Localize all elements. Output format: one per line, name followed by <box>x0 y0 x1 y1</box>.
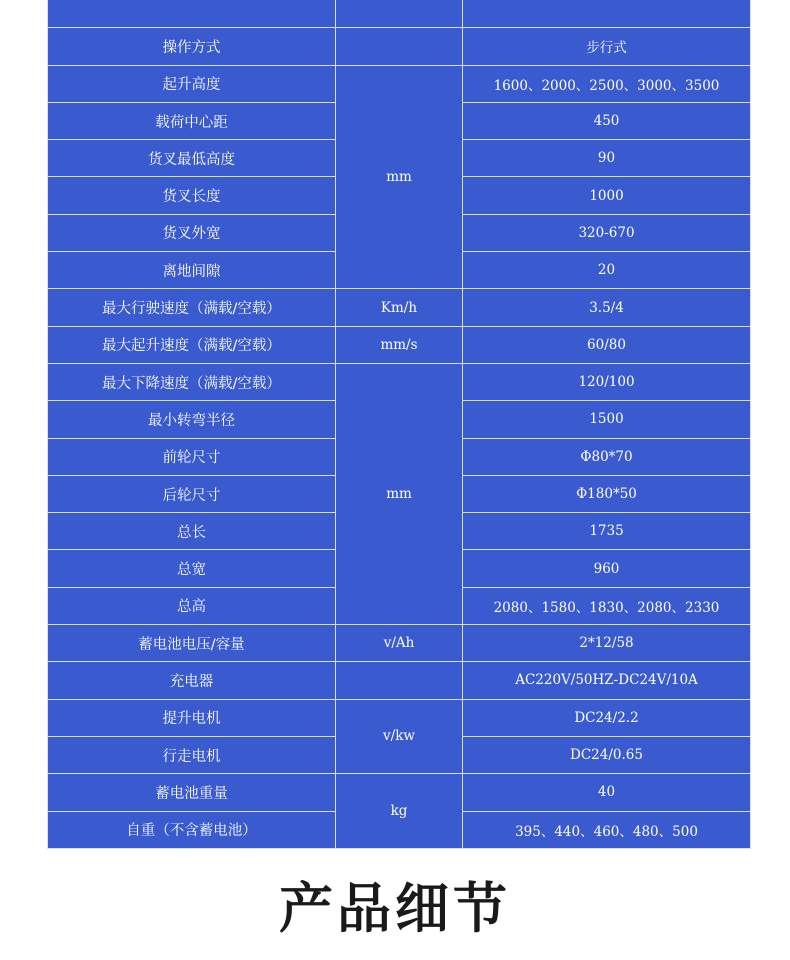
spec-name: 货叉外宽 <box>48 214 336 251</box>
spec-value: 2080、1580、1830、2080、2330 <box>463 587 751 624</box>
spec-value: 1500 <box>463 401 751 438</box>
spec-name: 最大下降速度（满载/空载） <box>48 363 336 400</box>
spec-unit: v/kw <box>336 699 463 774</box>
spec-value: 90 <box>463 140 751 177</box>
spec-value: Φ180*50 <box>463 475 751 512</box>
table-row <box>48 363 751 400</box>
spec-value: 320-670 <box>463 214 751 251</box>
spec-name: 行走电机 <box>48 736 336 773</box>
spec-name: 蓄电池重量 <box>48 774 336 811</box>
section-title: 产品细节 <box>279 877 511 940</box>
table-row <box>48 65 751 102</box>
table-row <box>48 326 751 363</box>
spec-value: 960 <box>463 550 751 587</box>
spec-value: 1000 <box>463 177 751 214</box>
table-row <box>48 0 751 28</box>
spec-value: 3.5/4 <box>463 289 751 326</box>
spec-value: 20 <box>463 252 751 289</box>
spec-value: 60/80 <box>463 326 751 363</box>
spec-value: AC220V/50HZ-DC24V/10A <box>463 662 751 699</box>
spec-unit: v/Ah <box>336 625 463 662</box>
spec-value: DC24/2.2 <box>463 699 751 736</box>
spec-unit: mm <box>336 363 463 624</box>
spec-name: 起升高度 <box>48 65 336 102</box>
spec-name: 操作方式 <box>48 28 336 65</box>
spec-value: Φ80*70 <box>463 438 751 475</box>
spec-unit <box>336 28 463 65</box>
spec-name: 后轮尺寸 <box>48 475 336 512</box>
spec-name: 货叉最低高度 <box>48 140 336 177</box>
spec-name: 蓄电池电压/容量 <box>48 625 336 662</box>
spec-value: 1600、2000、2500、3000、3500 <box>463 65 751 102</box>
spec-name: 前轮尺寸 <box>48 438 336 475</box>
spec-name: 载荷中心距 <box>48 102 336 139</box>
spec-value: 2*12/58 <box>463 625 751 662</box>
spec-unit: mm/s <box>336 326 463 363</box>
spec-unit: mm <box>336 65 463 289</box>
spec-name: 最大起升速度（满载/空载） <box>48 326 336 363</box>
table-row <box>48 28 751 65</box>
spec-name: 最小转弯半径 <box>48 401 336 438</box>
spec-name: 最大行驶速度（满载/空载） <box>48 289 336 326</box>
table-row <box>48 774 751 811</box>
table-row <box>48 699 751 736</box>
spec-name: 总宽 <box>48 550 336 587</box>
spec-table <box>47 0 751 849</box>
spec-name: 离地间隙 <box>48 252 336 289</box>
spec-name: 充电器 <box>48 662 336 699</box>
table-row <box>48 289 751 326</box>
spec-value: 步行式 <box>463 28 751 65</box>
spec-value: 120/100 <box>463 363 751 400</box>
spec-name: 提升电机 <box>48 699 336 736</box>
spec-name <box>48 0 336 28</box>
spec-name: 货叉长度 <box>48 177 336 214</box>
spec-value <box>463 0 751 28</box>
table-row <box>48 625 751 662</box>
table-row <box>48 662 751 699</box>
spec-value: DC24/0.65 <box>463 736 751 773</box>
spec-unit: Km/h <box>336 289 463 326</box>
spec-unit: kg <box>336 774 463 849</box>
spec-value: 40 <box>463 774 751 811</box>
spec-unit <box>336 662 463 699</box>
spec-name: 总长 <box>48 513 336 550</box>
spec-value: 1735 <box>463 513 751 550</box>
spec-value: 395、440、460、480、500 <box>463 811 751 848</box>
spec-value: 450 <box>463 102 751 139</box>
spec-unit <box>336 0 463 28</box>
spec-name: 总高 <box>48 587 336 624</box>
spec-name: 自重（不含蓄电池） <box>48 811 336 848</box>
